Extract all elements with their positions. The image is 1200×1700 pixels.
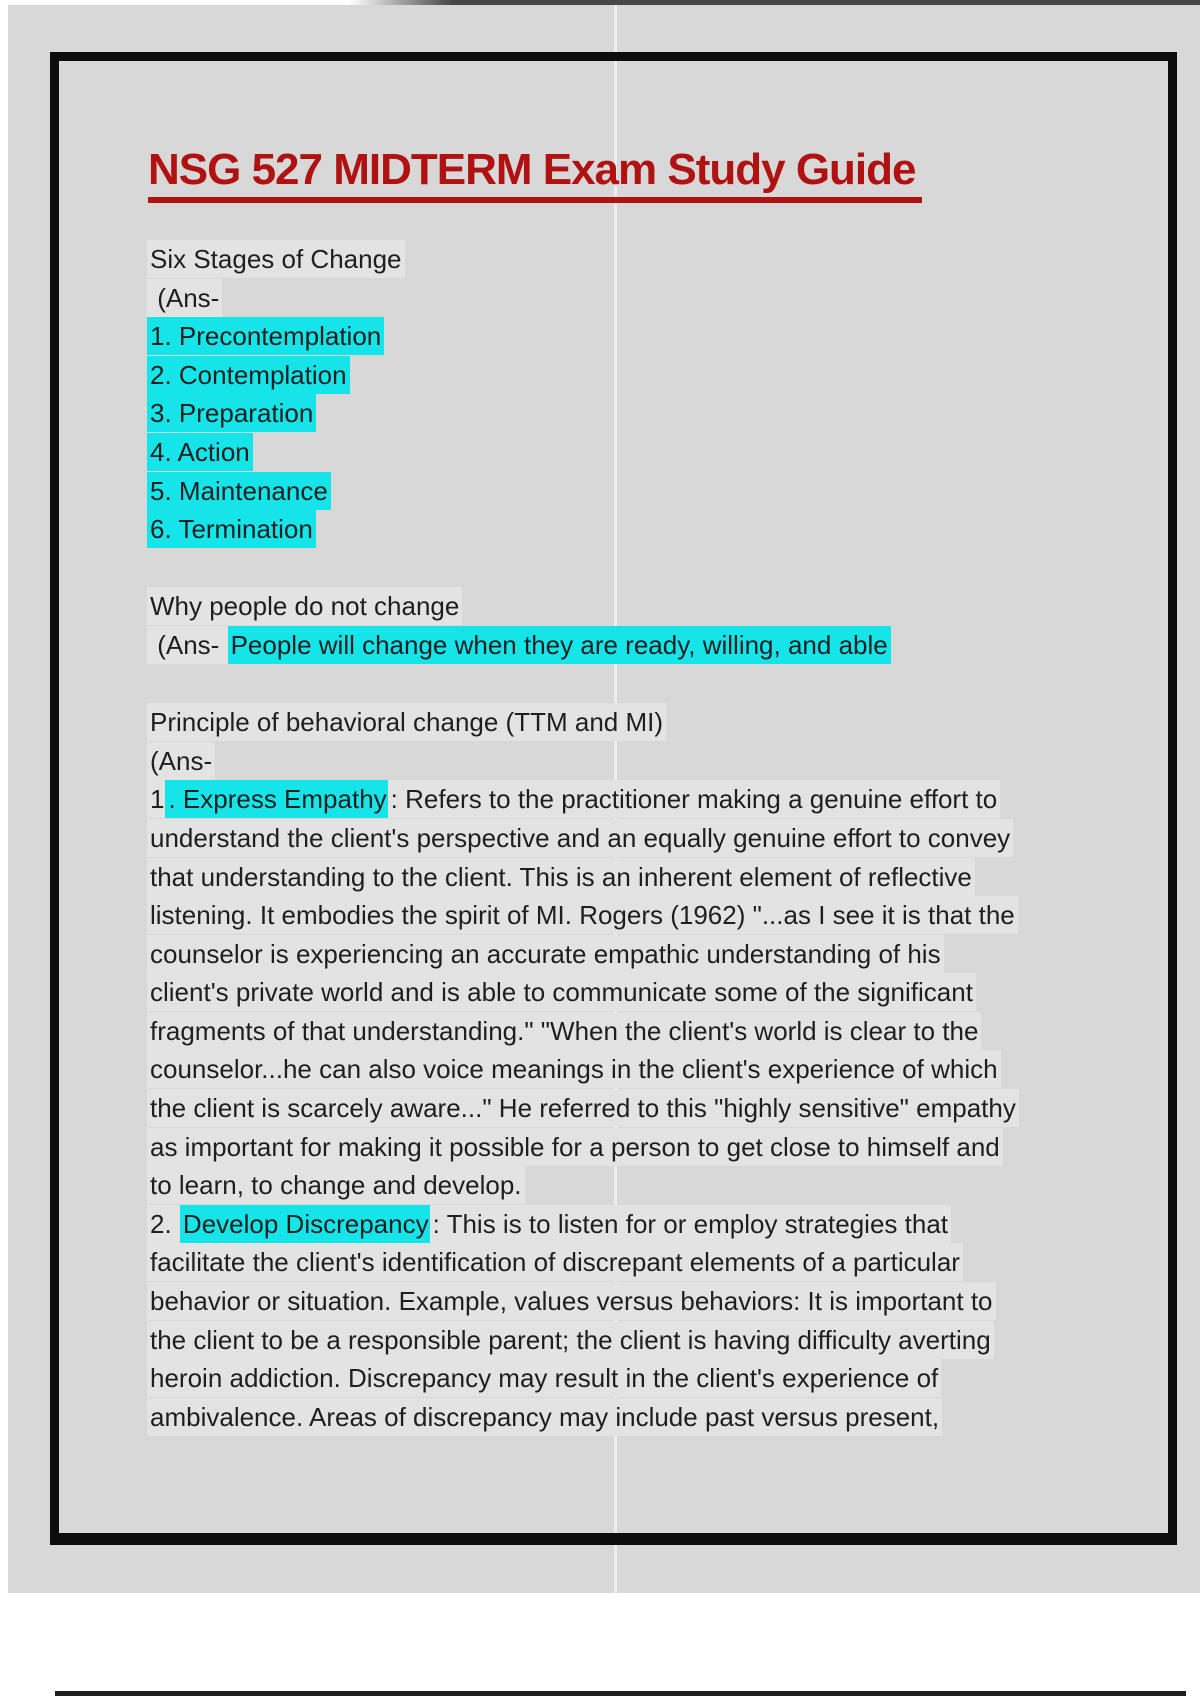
text-line [148, 240, 1168, 279]
text-line [148, 472, 1168, 511]
gray-highlighted-text: (Ans- [147, 279, 222, 317]
gray-highlighted-text: counselor...he can also voice meanings in the client's experience of which [147, 1050, 1001, 1088]
text-line [148, 279, 1168, 318]
page-border-frame [50, 52, 1177, 1545]
gray-highlighted-text: the client to be a responsible parent; the client is having difficulty averting [147, 1321, 994, 1359]
cyan-highlighted-text: People will change when they are ready, willing, and able [228, 626, 891, 664]
text-line [148, 587, 1168, 626]
gray-highlighted-text: heroin addiction. Discrepancy may result in the client's experience of [147, 1359, 941, 1397]
gray-highlighted-text: to learn, to change and develop. [147, 1166, 525, 1204]
cyan-highlighted-text: 1. Precontemplation [147, 317, 384, 355]
cyan-highlighted-text: . Express Empathy [165, 780, 389, 818]
text-line [148, 1012, 1168, 1051]
gray-highlighted-text: facilitate the client's identification of discrepant elements of a particular [147, 1243, 963, 1281]
text-line [148, 1050, 1168, 1089]
gray-highlighted-text: Principle of behavioral change (TTM and MI) [147, 703, 666, 741]
text-line [148, 742, 1168, 781]
text-line [148, 819, 1168, 858]
text-line [148, 1166, 1168, 1205]
text-line [148, 1243, 1168, 1282]
text-line [148, 1128, 1168, 1167]
gray-highlighted-text: (Ans- [147, 742, 215, 780]
gray-highlighted-text: as important for making it possible for a person to get close to himself and [147, 1128, 1003, 1166]
text-line [148, 1089, 1168, 1128]
text-line [148, 356, 1168, 395]
gray-highlighted-text: listening. It embodies the spirit of MI. Rogers (1962) "...as I see it is that the [147, 896, 1018, 934]
text-line [148, 433, 1168, 472]
text-line [148, 973, 1168, 1012]
gray-highlighted-text: behavior or situation. Example, values versus behaviors: It is important to [147, 1282, 996, 1320]
next-page-top-border [55, 1691, 1186, 1696]
text-line [148, 394, 1168, 433]
scanned-page-area [8, 5, 1200, 1593]
gray-highlighted-text: 2. [147, 1205, 182, 1243]
cyan-highlighted-text: 6. Termination [147, 510, 316, 548]
text-line [148, 896, 1168, 935]
cyan-highlighted-text: Develop Discrepancy [180, 1205, 432, 1243]
text-line [148, 317, 1168, 356]
document-content [148, 240, 1168, 1436]
gray-highlighted-text: (Ans- [147, 626, 230, 664]
cyan-highlighted-text: 4. Action [147, 433, 253, 471]
text-line [148, 1205, 1168, 1244]
gray-highlighted-text: Why people do not change [147, 587, 462, 625]
gray-highlighted-text: Six Stages of Change [147, 240, 405, 278]
text-line [148, 1282, 1168, 1321]
cyan-highlighted-text: 5. Maintenance [147, 472, 331, 510]
text-line [148, 935, 1168, 974]
gray-highlighted-text: fragments of that understanding." "When the client's world is clear to the [147, 1012, 981, 1050]
gray-highlighted-text: the client is scarcely aware..." He referred to this "highly sensitive" empathy [147, 1089, 1019, 1127]
text-line [148, 858, 1168, 897]
gray-highlighted-text: counselor is experiencing an accurate empathic understanding of his [147, 935, 944, 973]
text-line [148, 1321, 1168, 1360]
blank-line [148, 549, 1168, 588]
gray-highlighted-text: : Refers to the practitioner making a genuine effort to [388, 780, 1001, 818]
text-line [148, 1359, 1168, 1398]
gray-highlighted-text: that understanding to the client. This is an inherent element of reflective [147, 858, 975, 896]
text-line [148, 626, 1168, 665]
text-line [148, 510, 1168, 549]
gray-highlighted-text: understand the client's perspective and an equally genuine effort to convey [147, 819, 1013, 857]
cyan-highlighted-text: 2. Contemplation [147, 356, 350, 394]
gray-highlighted-text: : This is to listen for or employ strategies that [430, 1205, 951, 1243]
gray-highlighted-text: 1 [147, 780, 167, 818]
blank-line [148, 665, 1168, 704]
gray-highlighted-text: ambivalence. Areas of discrepancy may include past versus present, [147, 1398, 942, 1436]
text-line [148, 703, 1168, 742]
gray-highlighted-text: client's private world and is able to communicate some of the significant [147, 973, 976, 1011]
page-title: NSG 527 MIDTERM Exam Study Guide [148, 146, 922, 203]
text-line [148, 1398, 1168, 1437]
text-line [148, 780, 1168, 819]
cyan-highlighted-text: 3. Preparation [147, 394, 316, 432]
